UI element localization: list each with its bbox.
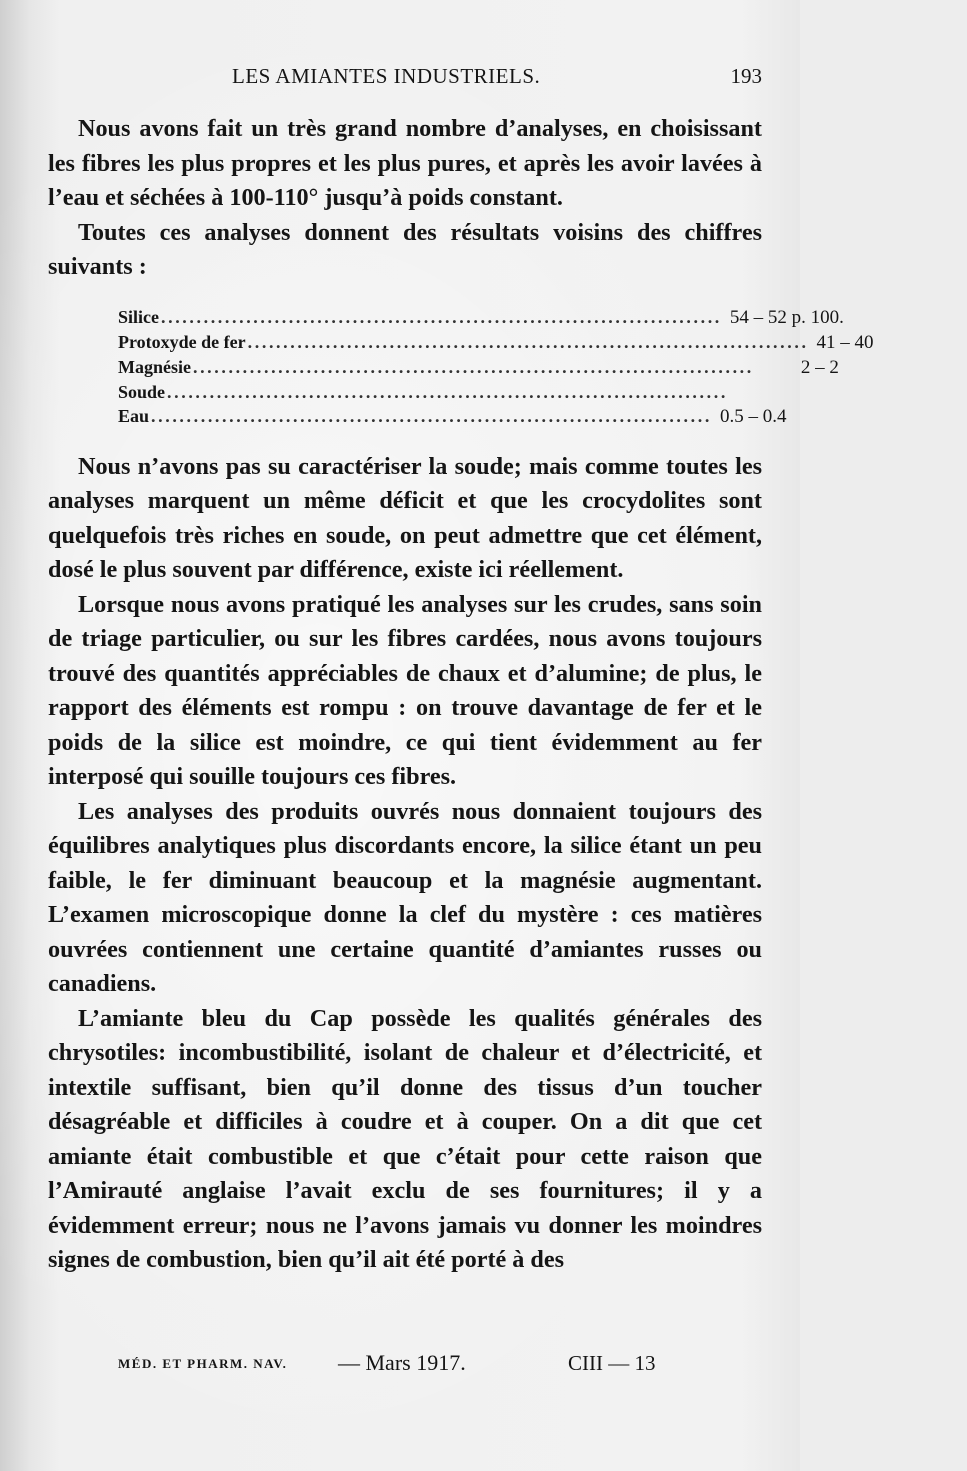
component-value: 54 – 52 p. 100. [729, 306, 844, 328]
composition-row-silice [118, 305, 844, 330]
journal-name: MÉD. ET PHARM. NAV. [118, 1356, 288, 1371]
paragraph: Les analyses des produits ouvrés nous donnaient toujours des équilibres analytiques plus discordants encore, la silice étant un peu faible, le fer diminuant beaucoup et la magnésie augmentant. L’examen microscopique donne la clef du mystère : ces matières ouvrées contiennent une certaine quantité d’amiantes russes ou canadiens. [48, 797, 762, 998]
paragraph: L’amiante bleu du Cap possède les qualités générales des chrysotiles: incombustibilité, isolant de chaleur et d’électricité, et intextile suffisant, bien qu’il donne des tissus d’un toucher désagréable et difficiles à coudre et à couper. On a dit que cet amiante était combustible et que c’était pour cette raison que l’Amirauté anglaise l’avait exclu de ses fournitures; il y a évidemment erreur; nous ne l’avons jamais vu donner les moindres signes de combustion, bien qu’il ait été porté à des [48, 1004, 762, 1274]
page-footer [0, 1350, 800, 1386]
page-header [0, 64, 800, 98]
leader-dots: ............................................................................... [161, 306, 722, 327]
leader-dots: ............................................................................... [151, 406, 712, 427]
body-text [48, 112, 874, 1278]
composition-table [118, 305, 874, 430]
paragraph: Nous n’avons pas su caractériser la soude; mais comme toutes les analyses marquent un même déficit et que les crocydolites sont quelquefois très riches en soude, on peut admettre que cet élément, dosé le plus souvent par différence, existe ici réellement. [48, 452, 762, 584]
leader-dots: ............................................................................... [192, 356, 754, 377]
issue-date: — Mars 1917. [338, 1350, 466, 1375]
component-value: 2 – 2 [800, 356, 839, 378]
paragraph: Nous avons fait un très grand nombre d’analyses, en choisissant les fibres les plus propres et les plus pures, et après les avoir lavées à l’eau et séchées à 100-110° jusqu’à poids constant. [48, 115, 762, 211]
component-name: Eau [118, 406, 150, 427]
component-name: Silice [118, 306, 159, 327]
signature-mark: CIII — 13 [568, 1351, 656, 1375]
paragraph: Toutes ces analyses donnent des résultats voisins des chiffres suivants : [48, 218, 762, 280]
composition-row-soude [118, 380, 760, 404]
composition-row-eau [118, 404, 787, 429]
paragraph: Lorsque nous avons pratiqué les analyses sur les crudes, sans soin de triage particulier, ou sur les fibres cardées, nous avons toujours trouvé des quantités appréciables de chaux et d’alumine; de plus, le rapport des éléments est rompu : on trouve davantage de fer et le poids de la silice est moindre, ce qui tient évidemment au fer interposé qui souille toujours ces fibres. [48, 590, 762, 791]
leader-dots: ............................................................................... [167, 382, 728, 403]
page-number: 193 [730, 64, 762, 88]
composition-row-fer [118, 330, 874, 355]
leader-dots: ............................................................................... [247, 331, 809, 352]
component-value: 0.5 – 0.4 [719, 406, 787, 428]
component-name: Soude [118, 382, 166, 403]
component-name: Magnésie [118, 356, 191, 377]
running-title: LES AMIANTES INDUSTRIELS. [232, 64, 541, 88]
component-value: 41 – 40 [816, 331, 874, 353]
composition-row-magnesie [118, 355, 839, 380]
component-name: Protoxyde de fer [118, 331, 246, 352]
